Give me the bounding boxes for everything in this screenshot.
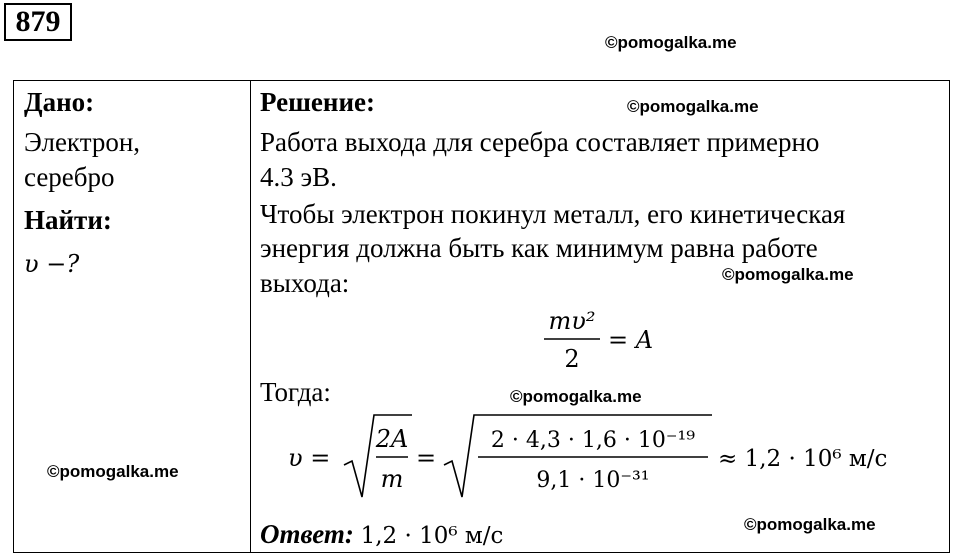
solution-heading: Решение: [260, 87, 375, 117]
watermark-text: ©pomogalka.me [510, 387, 642, 406]
solution-text-line: 4.3 эВ. [260, 162, 337, 192]
watermark-text: ©pomogalka.me [605, 33, 737, 52]
solution-text-line: Работа выхода для серебра составляет примерно [260, 127, 820, 157]
find-heading: Найти: [24, 205, 112, 235]
answer-label: Ответ: [260, 519, 354, 549]
velocity-equation [282, 407, 942, 505]
eq1-rhs: = A [608, 326, 654, 354]
given-line-2: серебро [24, 162, 115, 192]
watermark-text: ©pomogalka.me [744, 515, 876, 534]
problem-number: 879 [4, 3, 72, 41]
given-line-1: Электрон, [24, 127, 141, 157]
eq2-lhs: υ = [288, 444, 331, 472]
watermark-text: ©pomogalka.me [722, 265, 854, 284]
eq2-frac2-denominator: 9,1 · 10⁻³¹ [536, 468, 650, 493]
watermark-text: ©pomogalka.me [627, 97, 759, 116]
column-divider [250, 81, 251, 552]
eq1-denominator: 2 [564, 345, 580, 373]
eq1-numerator: mυ² [548, 307, 596, 335]
eq2-frac1-numerator: 2A [375, 425, 409, 453]
find-expression: υ −? [24, 250, 80, 278]
then-label: Тогда: [260, 377, 331, 407]
solution-text-line: энергия должна быть как минимум равна работе [260, 233, 818, 263]
eq2-frac2-numerator: 2 · 4,3 · 1,6 · 10⁻¹⁹ [490, 428, 696, 453]
solution-text-line: выхода: [260, 268, 350, 298]
eq2-frac1-denominator: m [380, 465, 404, 493]
watermark-text: ©pomogalka.me [47, 462, 179, 481]
solution-text-line: Чтобы электрон покинул металл, его кинетическая [260, 199, 846, 229]
eq2-result: ≈ 1,2 · 10⁶ м/с [718, 446, 888, 472]
solution-table [13, 80, 950, 553]
answer-value: 1,2 · 10⁶ м/с [360, 523, 504, 549]
answer-line [260, 517, 503, 553]
kinetic-energy-equation [534, 299, 694, 379]
given-heading: Дано: [24, 87, 95, 117]
eq2-equals: = [416, 444, 437, 472]
